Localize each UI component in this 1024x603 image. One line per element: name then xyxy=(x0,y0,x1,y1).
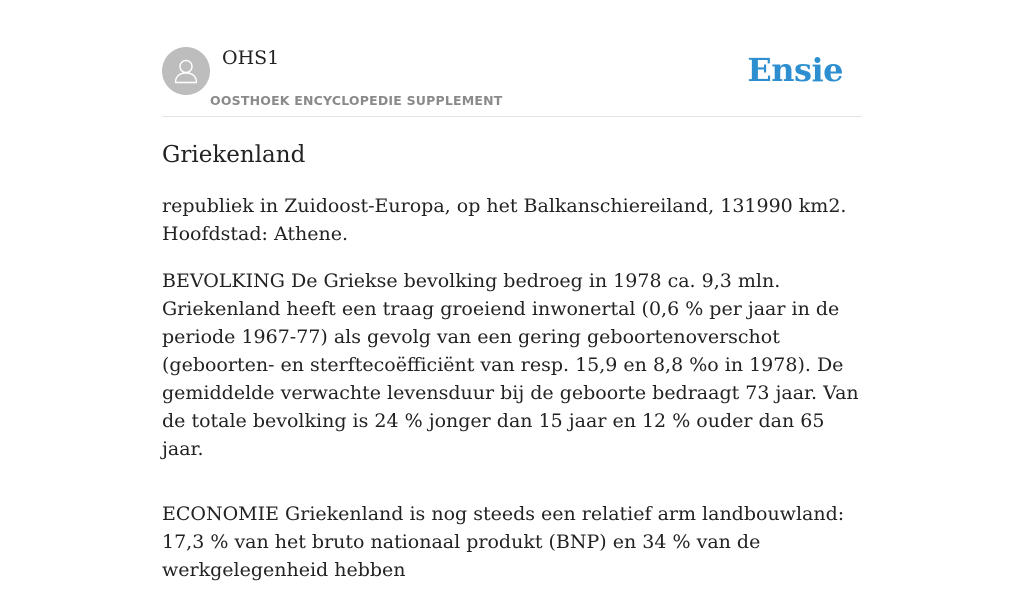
article-title: Griekenland xyxy=(162,142,306,168)
author-avatar[interactable] xyxy=(162,47,210,95)
author-name[interactable]: OHS1 xyxy=(222,47,280,69)
article-paragraph-intro: republiek in Zuidoost-Europa, op het Balkanschiereiland, 131990 km2. Hoofdstad: Athene. xyxy=(162,195,847,245)
brand-logo[interactable]: Ensie xyxy=(747,51,843,89)
article-paragraph-bevolking: BEVOLKING De Griekse bevolking bedroeg in 1978 ca. 9,3 mln. Griekenland heeft een traag groeiend inwonertal (0,6 % per jaar in de periode 1967-77) als gevolg van een gering geboortenoverschot (geboorten- en sterftecoëfficiënt van resp. 15,9 en 8,8 %o in 1978). De gemiddelde verwachte levensduur bij de geboorte bedraagt 73 jaar. Van de totale bevolking is 24 % jonger dan 15 jaar en 12 % ouder dan 65 jaar. xyxy=(162,270,859,460)
article-header xyxy=(162,0,862,117)
article-paragraph-economie: ECONOMIE Griekenland is nog steeds een relatief arm landbouwland: 17,3 % van het bruto nationaal produkt (BNP) en 34 % van de werkgelegenheid hebben xyxy=(162,503,845,581)
article-body xyxy=(162,192,864,603)
article-container xyxy=(162,0,862,581)
user-icon xyxy=(162,47,210,95)
source-label[interactable]: OOSTHOEK ENCYCLOPEDIE SUPPLEMENT xyxy=(210,93,503,108)
